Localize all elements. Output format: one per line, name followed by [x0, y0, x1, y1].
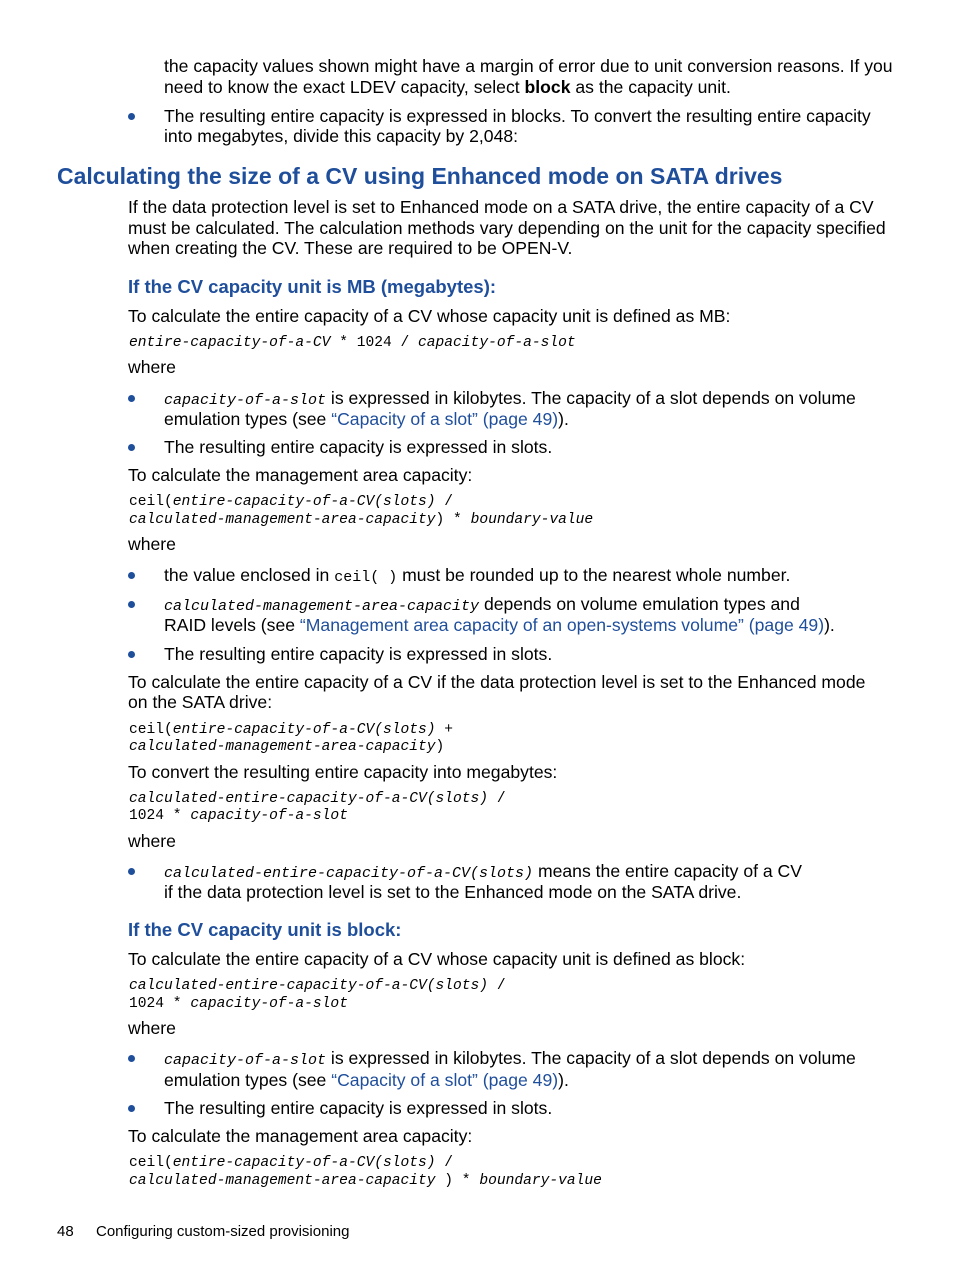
formula-term: boundary-value [479, 1173, 602, 1189]
formula-term: calculated-entire-capacity-of-a-CV(slots) [129, 791, 489, 807]
mb-bullet-4-line-2 [164, 615, 835, 636]
mb-bullet-1-line-2 [164, 409, 569, 430]
mb-formula-2-line-2 [129, 511, 593, 529]
formula-operator: ) [435, 739, 445, 755]
formula-operator: * 1024 / [330, 335, 419, 351]
bullet-icon [128, 395, 135, 402]
bullet-icon [128, 572, 135, 579]
bullet-text: depends on volume emulation types and [479, 594, 800, 614]
inline-code: calculated-management-area-capacity [164, 598, 480, 615]
block-mgmt-intro: To calculate the management area capacity: [128, 1126, 473, 1146]
bullet-icon [128, 1055, 135, 1062]
inline-code: calculated-entire-capacity-of-a-CV(slots) [164, 865, 534, 882]
block-formula-2-line-2 [129, 1172, 602, 1190]
chapter-title: Configuring custom-sized provisioning [96, 1223, 350, 1240]
mb-bullet-6-line-1 [164, 861, 802, 884]
bullet-icon [128, 868, 135, 875]
bullet-text: is expressed in kilobytes. The capacity of a slot depends on volume [326, 388, 856, 408]
bullet-icon [128, 1105, 135, 1112]
formula-term: calculated-entire-capacity-of-a-CV(slots) [129, 978, 489, 994]
bullet-text: means the entire capacity of a CV [533, 861, 802, 881]
bullet-text: must be rounded up to the nearest whole number. [397, 565, 791, 585]
mb-bullet-6-line-2: if the data protection level is set to the Enhanced mode on the SATA drive. [164, 882, 742, 902]
intro-line-2 [164, 77, 731, 98]
bullet-text: the value enclosed in [164, 565, 335, 585]
mb-formula-1 [129, 334, 576, 352]
formula-function: ceil( [129, 494, 173, 510]
mb-bullet-1-line-1 [164, 388, 856, 411]
bullet-text: ). [558, 409, 569, 429]
mb-formula-4-line-2 [129, 807, 348, 825]
formula-term: entire-capacity-of-a-CV(slots) [172, 722, 436, 738]
mb-enhanced-line-1: To calculate the entire capacity of a CV if the data protection level is set to the Enhanced mode [128, 672, 866, 692]
formula-term: calculated-management-area-capacity [129, 1173, 436, 1189]
section-para-line-1: If the data protection level is set to Enhanced mode on a SATA drive, the entire capacity of a CV [128, 197, 874, 217]
section-para-line-3: when creating the CV. These are required to be OPEN-V. [128, 238, 573, 258]
formula-operator: ) * [435, 1173, 480, 1189]
formula-operator: / [488, 978, 506, 994]
bullet-text: ). [558, 1070, 569, 1090]
management-area-capacity-link[interactable]: “Management area capacity of an open-systems volume” (page 49) [299, 615, 825, 635]
bullet-text: emulation types (see [164, 1070, 332, 1090]
mb-formula-2-line-1 [129, 493, 453, 511]
mb-where-2: where [128, 534, 176, 554]
mb-heading: If the CV capacity unit is MB (megabytes): [128, 276, 497, 297]
mb-where-3: where [128, 831, 176, 851]
bullet-icon [128, 651, 135, 658]
block-bullet-2: The resulting entire capacity is expressed in slots. [164, 1098, 553, 1118]
formula-term: entire-capacity-of-a-CV [129, 335, 331, 351]
block-formula-1-line-1 [129, 977, 506, 995]
inline-code: capacity-of-a-slot [164, 392, 327, 409]
mb-enhanced-line-2: on the SATA drive: [128, 692, 273, 712]
inline-code: ceil( ) [334, 569, 398, 586]
section-title: Calculating the size of a CV using Enhanced mode on SATA drives [57, 163, 783, 189]
mb-intro: To calculate the entire capacity of a CV whose capacity unit is defined as MB: [128, 306, 731, 326]
block-bullet-1-line-1 [164, 1048, 856, 1071]
mb-bullet-5: The resulting entire capacity is expressed in slots. [164, 644, 553, 664]
formula-operator: + [435, 722, 454, 738]
formula-term: capacity-of-a-slot [190, 996, 348, 1012]
mb-where-1: where [128, 357, 176, 377]
bullet-text: RAID levels (see [164, 615, 300, 635]
mb-bullet-2: The resulting entire capacity is expressed in slots. [164, 437, 553, 457]
formula-term: entire-capacity-of-a-CV(slots) [172, 494, 436, 510]
bullet-icon [128, 113, 135, 120]
formula-operator: 1024 * [129, 996, 191, 1012]
formula-function: ceil( [129, 722, 173, 738]
formula-function: ceil( [129, 1155, 173, 1171]
page-number: 48 [57, 1223, 74, 1240]
inline-code: capacity-of-a-slot [164, 1052, 327, 1069]
mb-formula-4-line-1 [129, 790, 506, 808]
bullet-icon [128, 444, 135, 451]
bullet-icon [128, 601, 135, 608]
formula-operator: / [435, 1155, 454, 1171]
bullet-text: ). [824, 615, 835, 635]
formula-term: calculated-management-area-capacity [129, 739, 436, 755]
formula-term: capacity-of-a-slot [418, 335, 576, 351]
intro-bold-block: block [524, 77, 571, 97]
formula-term: entire-capacity-of-a-CV(slots) [172, 1155, 436, 1171]
formula-term: capacity-of-a-slot [190, 808, 348, 824]
formula-operator: / [488, 791, 506, 807]
intro-bullet-line-1: The resulting entire capacity is expressed in blocks. To convert the resulting entire capacity [164, 106, 871, 126]
intro-line-1: the capacity values shown might have a margin of error due to unit conversion reasons. If you [164, 56, 893, 76]
mb-bullet-3 [164, 565, 790, 588]
block-formula-1-line-2 [129, 995, 348, 1013]
block-heading: If the CV capacity unit is block: [128, 919, 402, 940]
mb-formula-3-line-2 [129, 738, 444, 756]
formula-term: boundary-value [470, 512, 594, 528]
intro-bullet-line-2: into megabytes, divide this capacity by 2,048: [164, 126, 519, 146]
capacity-of-slot-link[interactable]: “Capacity of a slot” (page 49) [331, 1070, 559, 1090]
mb-bullet-4-line-1 [164, 594, 800, 617]
intro-line-2-text: need to know the exact LDEV capacity, select [164, 77, 525, 97]
intro-line-2-end: as the capacity unit. [570, 77, 731, 97]
mb-formula-3-line-1 [129, 721, 453, 739]
block-bullet-1-line-2 [164, 1070, 569, 1091]
block-where-1: where [128, 1018, 176, 1038]
section-para-line-2: must be calculated. The calculation methods vary depending on the unit for the capacity specified [128, 218, 886, 238]
block-intro: To calculate the entire capacity of a CV whose capacity unit is defined as block: [128, 949, 746, 969]
block-formula-2-line-1 [129, 1154, 453, 1172]
formula-operator: 1024 * [129, 808, 191, 824]
mb-mgmt-intro: To calculate the management area capacity: [128, 465, 473, 485]
mb-convert-intro: To convert the resulting entire capacity into megabytes: [128, 762, 558, 782]
bullet-text: is expressed in kilobytes. The capacity of a slot depends on volume [326, 1048, 856, 1068]
bullet-text: emulation types (see [164, 409, 332, 429]
formula-term: calculated-management-area-capacity [129, 512, 436, 528]
capacity-of-slot-link[interactable]: “Capacity of a slot” (page 49) [331, 409, 559, 429]
formula-operator: / [435, 494, 454, 510]
formula-operator: ) * [435, 512, 471, 528]
